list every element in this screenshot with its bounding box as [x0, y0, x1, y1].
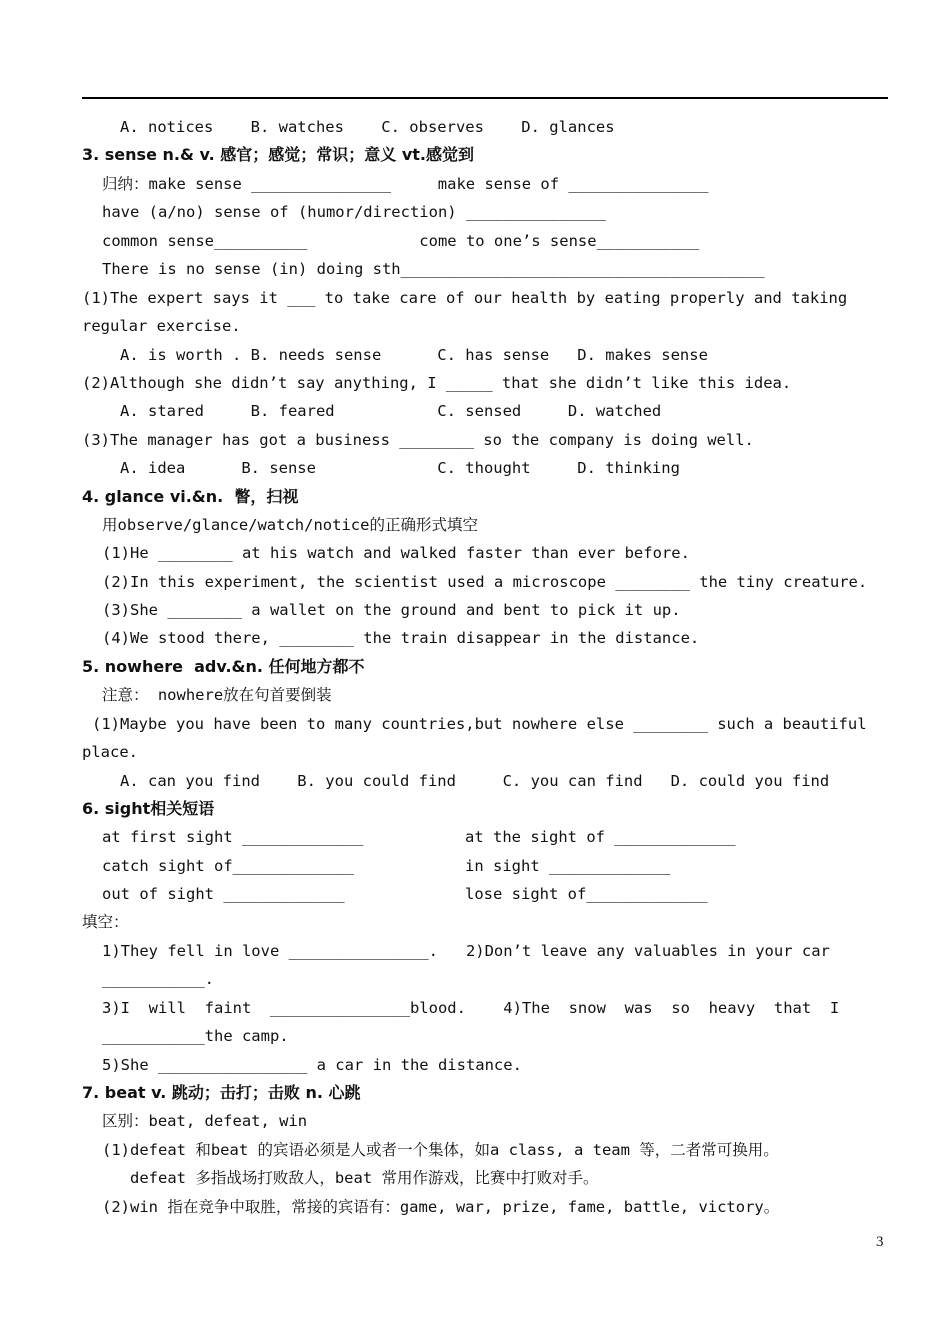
sense-question-2: (2)Although she didn’t say anything, I _____ that she didn’t like this idea. [82, 374, 792, 392]
glance-item-3: (3)She ________ a wallet on the ground and bent to pick it up. [102, 601, 681, 619]
sight-fill-2: 3)I will faint _______________blood. 4)The snow was so heavy that I [102, 999, 840, 1017]
beat-difference: 区别：beat, defeat, win [102, 1112, 308, 1130]
glance-instruction: 用observe/glance/watch/notice的正确形式填空 [102, 516, 478, 534]
sight-phrase-2: at the sight of _____________ [465, 828, 736, 846]
sight-fill-1-cont: ___________. [102, 970, 214, 988]
sense-question-1: (1)The expert says it ___ to take care of our health by eating properly and taking [82, 289, 848, 307]
header-rule [82, 97, 888, 99]
sight-fill-3: 5)She ________________ a car in the distance. [102, 1056, 522, 1074]
sense-choices-1: A. is worth . B. needs sense C. has sense D. makes sense [120, 346, 708, 364]
sight-fill-1: 1)They fell in love _______________. 2)Don’t leave any valuables in your car [102, 942, 830, 960]
heading-beat: 7. beat v. 跳动；击打；击败 n. 心跳 [82, 1083, 361, 1102]
sense-phrases-2: have (a/no) sense of (humor/direction) _______________ [102, 203, 606, 221]
glance-item-4: (4)We stood there, ________ the train disappear in the distance. [102, 629, 700, 647]
sense-question-3: (3)The manager has got a business ________ so the company is doing well. [82, 431, 754, 449]
beat-note-2: (2)win 指在竞争中取胜，常接的宾语有：game, war, prize, fame, battle, victory。 [102, 1198, 780, 1216]
heading-nowhere: 5. nowhere adv.&n. 任何地方都不 [82, 657, 365, 676]
sight-phrase-3: catch sight of_____________ [102, 857, 354, 875]
heading-sense: 3. sense n.& v. 感官；感觉；常识；意义 vt.感觉到 [82, 145, 474, 164]
sight-phrase-6: lose sight of_____________ [465, 885, 708, 903]
sense-choices-3: A. idea B. sense C. thought D. thinking [120, 459, 680, 477]
sense-phrases-3: common sense__________ come to one’s sense___________ [102, 232, 700, 250]
nowhere-choices: A. can you find B. you could find C. you can find D. could you find [120, 772, 830, 790]
sight-phrase-4: in sight _____________ [465, 857, 671, 875]
page-number: 3 [876, 1234, 884, 1250]
nowhere-question-cont: place. [82, 743, 138, 761]
fill-in-label: 填空： [82, 913, 129, 931]
sense-phrases-1: 归纳：make sense _______________ make sense of _______________ [102, 175, 709, 193]
choices-observe: A. notices B. watches C. observes D. glances [120, 118, 615, 136]
sight-fill-2-cont: ___________the camp. [102, 1027, 289, 1045]
sight-phrase-1: at first sight _____________ [102, 828, 364, 846]
sight-phrase-5: out of sight _____________ [102, 885, 345, 903]
beat-note-1-cont: defeat 多指战场打败敌人，beat 常用作游戏，比赛中打败对手。 [130, 1169, 599, 1187]
beat-note-1: (1)defeat 和beat 的宾语必须是人或者一个集体，如a class, a team 等，二者常可换用。 [102, 1141, 779, 1159]
sense-question-1-cont: regular exercise. [82, 317, 241, 335]
nowhere-question: (1)Maybe you have been to many countries,but nowhere else ________ such a beautiful [92, 715, 867, 733]
glance-item-1: (1)He ________ at his watch and walked faster than ever before. [102, 544, 690, 562]
sense-phrases-4: There is no sense (in) doing sth_______________________________________ [102, 260, 765, 278]
sense-choices-2: A. stared B. feared C. sensed D. watched [120, 402, 662, 420]
nowhere-note: 注意： nowhere放在句首要倒装 [102, 686, 332, 704]
heading-sight: 6. sight相关短语 [82, 799, 215, 818]
heading-glance: 4. glance vi.&n. 瞥，扫视 [82, 487, 299, 506]
glance-item-2: (2)In this experiment, the scientist used a microscope ________ the tiny creature. [102, 573, 868, 591]
